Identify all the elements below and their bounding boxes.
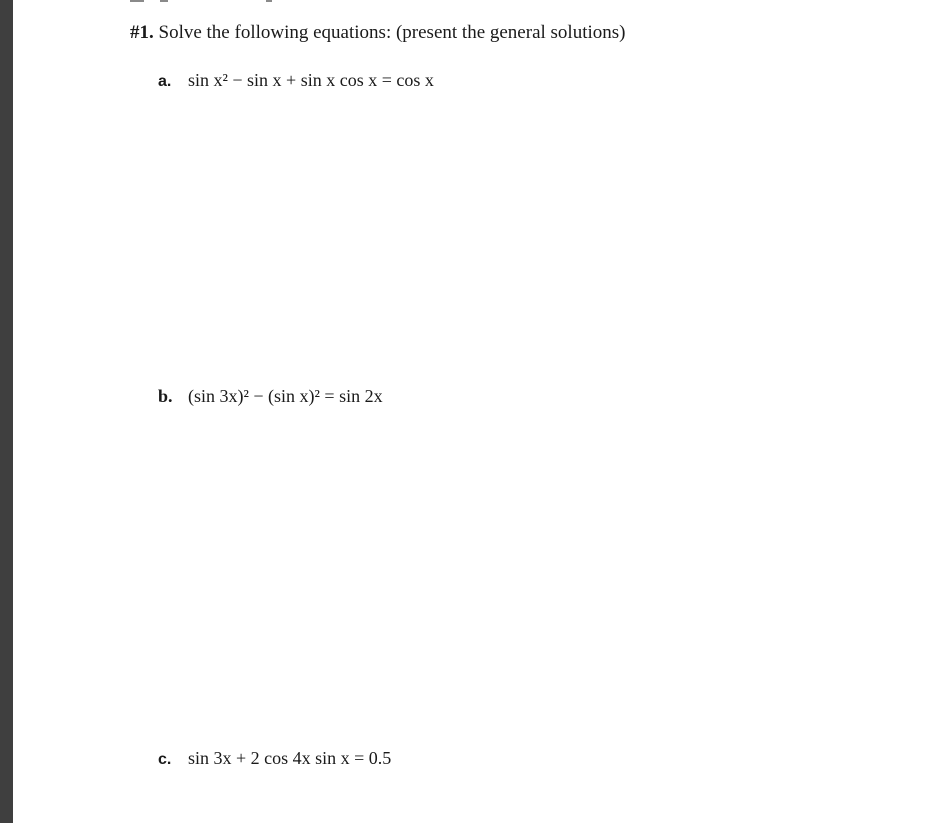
problem-equation: sin x² − sin x + sin x cos x = cos x <box>188 70 434 90</box>
problem-c <box>158 748 391 769</box>
problem-label: b. <box>158 386 173 406</box>
problem-label: c. <box>158 751 172 768</box>
cut-off-text-remnant <box>130 0 330 3</box>
problem-label: a. <box>158 73 172 90</box>
question-number: #1. <box>130 22 154 43</box>
left-margin-bar <box>0 0 13 823</box>
problem-equation: (sin 3x)² − (sin x)² = sin 2x <box>188 386 383 406</box>
question-instructions: Solve the following equations: (present the general solutions) <box>153 22 626 43</box>
problem-b <box>158 386 383 407</box>
question-heading <box>130 22 625 44</box>
problem-a <box>158 70 434 91</box>
problem-equation: sin 3x + 2 cos 4x sin x = 0.5 <box>188 748 392 768</box>
